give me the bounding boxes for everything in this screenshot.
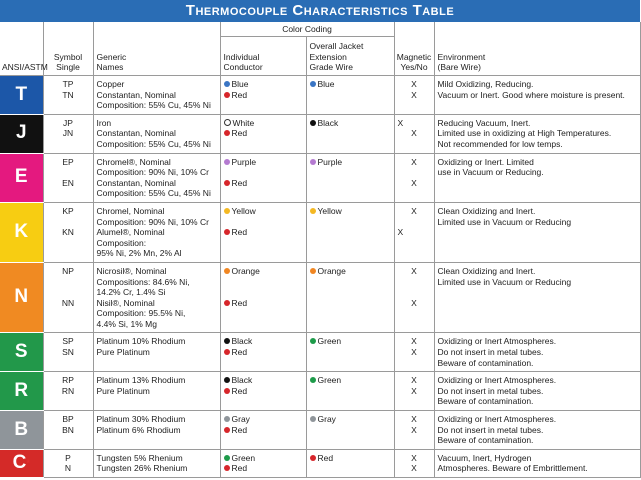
white-dot-icon	[224, 119, 231, 126]
magnetic-cell: X X	[394, 411, 434, 450]
jacket-color-cell: Purple	[306, 153, 394, 202]
generic-names-cell	[93, 372, 220, 411]
table-row	[0, 114, 640, 153]
name-line: Copper	[96, 79, 125, 89]
name-line: Alumel®, Nominal	[96, 227, 165, 238]
red-dot-icon	[224, 300, 230, 306]
purple-dot-icon	[224, 159, 230, 165]
magnetic-cell: X X	[394, 202, 434, 262]
name-line: Platinum 6% Rhodium	[96, 424, 181, 435]
jacket-color-cell: Blue	[306, 76, 394, 115]
red-dot-icon	[224, 130, 230, 136]
individual-conductor-cell: Black Red	[220, 333, 306, 372]
type-code-n: N	[0, 262, 43, 333]
symbol-cell: RP RN	[43, 372, 93, 411]
magnetic-cell: X X	[394, 333, 434, 372]
jacket-color-cell: Green	[306, 372, 394, 411]
individual-conductor-cell: Black Red	[220, 372, 306, 411]
name-line: Pure Platinum	[96, 385, 150, 396]
environment-cell	[434, 411, 640, 450]
environment-line: Vacuum or Inert. Good where moisture is present.	[437, 89, 625, 100]
magnetic-cell: X X	[394, 372, 434, 411]
symbol-cell: BP BN	[43, 411, 93, 450]
name-line: Composition: 55% Cu, 45% Ni	[96, 100, 211, 111]
magnetic-cell: X X	[394, 153, 434, 202]
table-row	[0, 411, 640, 450]
footnote-marker: *	[26, 458, 30, 469]
environment-line: Do not insert in metal tubes.	[437, 424, 544, 435]
black-dot-icon	[310, 120, 316, 126]
jacket-color-cell: Gray	[306, 411, 394, 450]
black-dot-icon	[224, 377, 230, 383]
generic-names-cell	[93, 449, 220, 477]
table-row	[0, 153, 640, 202]
table-row	[0, 76, 640, 115]
header-individual-conductor: Individual Conductor	[220, 37, 306, 76]
jacket-color-cell: Red	[306, 449, 394, 477]
jacket-color-cell: Orange	[306, 262, 394, 333]
yellow-dot-icon	[310, 208, 316, 214]
type-code-r: R	[0, 372, 43, 411]
red-dot-icon	[224, 229, 230, 235]
orange-dot-icon	[310, 268, 316, 274]
type-code-s: S	[0, 333, 43, 372]
generic-names-cell	[93, 411, 220, 450]
environment-line: Limited use in oxidizing at High Temperatures.	[437, 128, 612, 139]
table-row	[0, 262, 640, 333]
environment-line: Oxidizing or Inert. Limited	[437, 156, 534, 167]
blue-dot-icon	[224, 81, 230, 87]
type-code-j: J	[0, 114, 43, 153]
name-line: Constantan, Nominal	[96, 177, 176, 188]
type-code-c: C*	[0, 449, 43, 477]
purple-dot-icon	[310, 159, 316, 165]
gray-dot-icon	[310, 416, 316, 422]
name-line: Composition: 90% Ni, 10% Cr	[96, 167, 209, 178]
environment-line: Oxidizing or Inert Atmospheres.	[437, 336, 557, 347]
individual-conductor-cell: Blue Red	[220, 76, 306, 115]
symbol-cell: P N	[43, 449, 93, 477]
name-line: Constantan, Nominal	[96, 89, 176, 100]
red-dot-icon	[224, 92, 230, 98]
individual-conductor-cell: White Red	[220, 114, 306, 153]
orange-dot-icon	[224, 268, 230, 274]
name-line: 95% Ni, 2% Mn, 2% Al	[96, 248, 182, 259]
environment-line: Clean Oxidizing and Inert.	[437, 205, 536, 216]
environment-cell	[434, 76, 640, 115]
symbol-cell: JP JN	[43, 114, 93, 153]
name-line: Platinum 10% Rhodium	[96, 336, 186, 347]
type-code-k: K	[0, 202, 43, 262]
red-dot-icon	[310, 455, 316, 461]
header-jacket: Overall Jacket Extension Grade Wire	[306, 37, 394, 76]
jacket-color-cell: Green	[306, 333, 394, 372]
name-line: Chromel®, Nominal	[96, 156, 171, 167]
name-line: Compositions: 84.6% Ni,	[96, 276, 190, 287]
environment-line: Reducing Vacuum, Inert.	[437, 117, 531, 128]
name-line: Iron	[96, 117, 112, 128]
environment-line: Vacuum, Inert, Hydrogen	[437, 452, 532, 463]
type-code-t: T	[0, 76, 43, 115]
environment-line: Oxidizing or Inert Atmospheres.	[437, 375, 557, 386]
name-line: Tungsten 26% Rhenium	[96, 463, 188, 474]
red-dot-icon	[224, 465, 230, 471]
environment-cell	[434, 449, 640, 477]
name-line: Nisil®, Nominal	[96, 297, 155, 308]
type-code-b: B	[0, 411, 43, 450]
name-line: 4.4% Si, 1% Mg	[96, 318, 157, 329]
header-generic-names: Generic Names	[93, 22, 220, 76]
magnetic-cell: X X	[394, 262, 434, 333]
table-row	[0, 372, 640, 411]
individual-conductor-cell: Yellow Red	[220, 202, 306, 262]
generic-names-cell	[93, 153, 220, 202]
name-line: Nicrosil®, Nominal	[96, 265, 167, 276]
jacket-color-cell: Yellow	[306, 202, 394, 262]
name-line: Platinum 30% Rhodium	[96, 414, 186, 425]
symbol-cell: KP KN	[43, 202, 93, 262]
symbol-cell: NP NN	[43, 262, 93, 333]
environment-line: Beware of contamination.	[437, 435, 534, 446]
symbol-cell: EP EN	[43, 153, 93, 202]
thermocouple-table	[0, 22, 641, 478]
environment-cell	[434, 114, 640, 153]
environment-line: Mild Oxidizing, Reducing.	[437, 79, 534, 89]
red-dot-icon	[224, 388, 230, 394]
name-line: Constantan, Nominal	[96, 128, 176, 139]
environment-line: Limited use in Vacuum or Reducing	[437, 216, 572, 227]
blue-dot-icon	[310, 81, 316, 87]
name-line: Composition: 55% Cu, 45% Ni	[96, 138, 211, 149]
generic-names-cell	[93, 202, 220, 262]
symbol-cell: TP TN	[43, 76, 93, 115]
generic-names-cell	[93, 114, 220, 153]
red-dot-icon	[224, 349, 230, 355]
name-line: Pure Platinum	[96, 347, 150, 358]
name-line: 14.2% Cr, 1.4% Si	[96, 287, 166, 298]
jacket-color-cell: Black	[306, 114, 394, 153]
header-ansi: ANSI/ASTM	[0, 22, 43, 76]
table-row	[0, 202, 640, 262]
environment-line: Beware of contamination.	[437, 357, 534, 368]
green-dot-icon	[310, 377, 316, 383]
environment-line: Oxidizing or Inert Atmospheres.	[437, 414, 557, 425]
name-line: Composition: 90% Ni, 10% Cr	[96, 216, 209, 227]
magnetic-cell: X X	[394, 449, 434, 477]
environment-line: Do not insert in metal tubes.	[437, 347, 544, 358]
environment-line: use in Vacuum or Reducing.	[437, 167, 544, 178]
green-dot-icon	[224, 455, 230, 461]
red-dot-icon	[224, 180, 230, 186]
individual-conductor-cell: Gray Red	[220, 411, 306, 450]
header-environment: Environment (Bare Wire)	[434, 22, 640, 76]
gray-dot-icon	[224, 416, 230, 422]
magnetic-cell: X X	[394, 76, 434, 115]
name-line: Platinum 13% Rhodium	[96, 375, 186, 386]
environment-line: Clean Oxidizing and Inert.	[437, 265, 536, 276]
table-row	[0, 333, 640, 372]
table-title: Thermocouple Characteristics Table	[0, 0, 640, 22]
name-line: Composition: 95.5% Ni,	[96, 308, 186, 319]
name-line: Tungsten 5% Rhenium	[96, 452, 183, 463]
environment-line: Atmospheres. Beware of Embrittlement.	[437, 463, 588, 474]
individual-conductor-cell: Green Red	[220, 449, 306, 477]
name-line: Chromel, Nominal	[96, 205, 165, 216]
table-row	[0, 449, 640, 477]
environment-line: Not recommended for low temps.	[437, 138, 563, 149]
name-line: Composition:	[96, 237, 147, 248]
black-dot-icon	[224, 338, 230, 344]
generic-names-cell	[93, 333, 220, 372]
green-dot-icon	[310, 338, 316, 344]
individual-conductor-cell: Purple Red	[220, 153, 306, 202]
environment-cell	[434, 153, 640, 202]
magnetic-cell: X X	[394, 114, 434, 153]
environment-cell	[434, 333, 640, 372]
environment-line: Beware of contamination.	[437, 396, 534, 407]
environment-line: Limited use in Vacuum or Reducing	[437, 276, 572, 287]
environment-line: Do not insert in metal tubes.	[437, 385, 544, 396]
header-color-coding: Color Coding	[220, 22, 394, 37]
type-code-e: E	[0, 153, 43, 202]
yellow-dot-icon	[224, 208, 230, 214]
header-magnetic: Magnetic Yes/No	[394, 22, 434, 76]
symbol-cell: SP SN	[43, 333, 93, 372]
red-dot-icon	[224, 427, 230, 433]
individual-conductor-cell: Orange Red	[220, 262, 306, 333]
environment-cell	[434, 372, 640, 411]
generic-names-cell	[93, 262, 220, 333]
header-symbol: Symbol Single	[43, 22, 93, 76]
name-line: Composition: 55% Cu, 45% Ni	[96, 188, 211, 199]
environment-cell	[434, 202, 640, 262]
environment-cell	[434, 262, 640, 333]
generic-names-cell	[93, 76, 220, 115]
